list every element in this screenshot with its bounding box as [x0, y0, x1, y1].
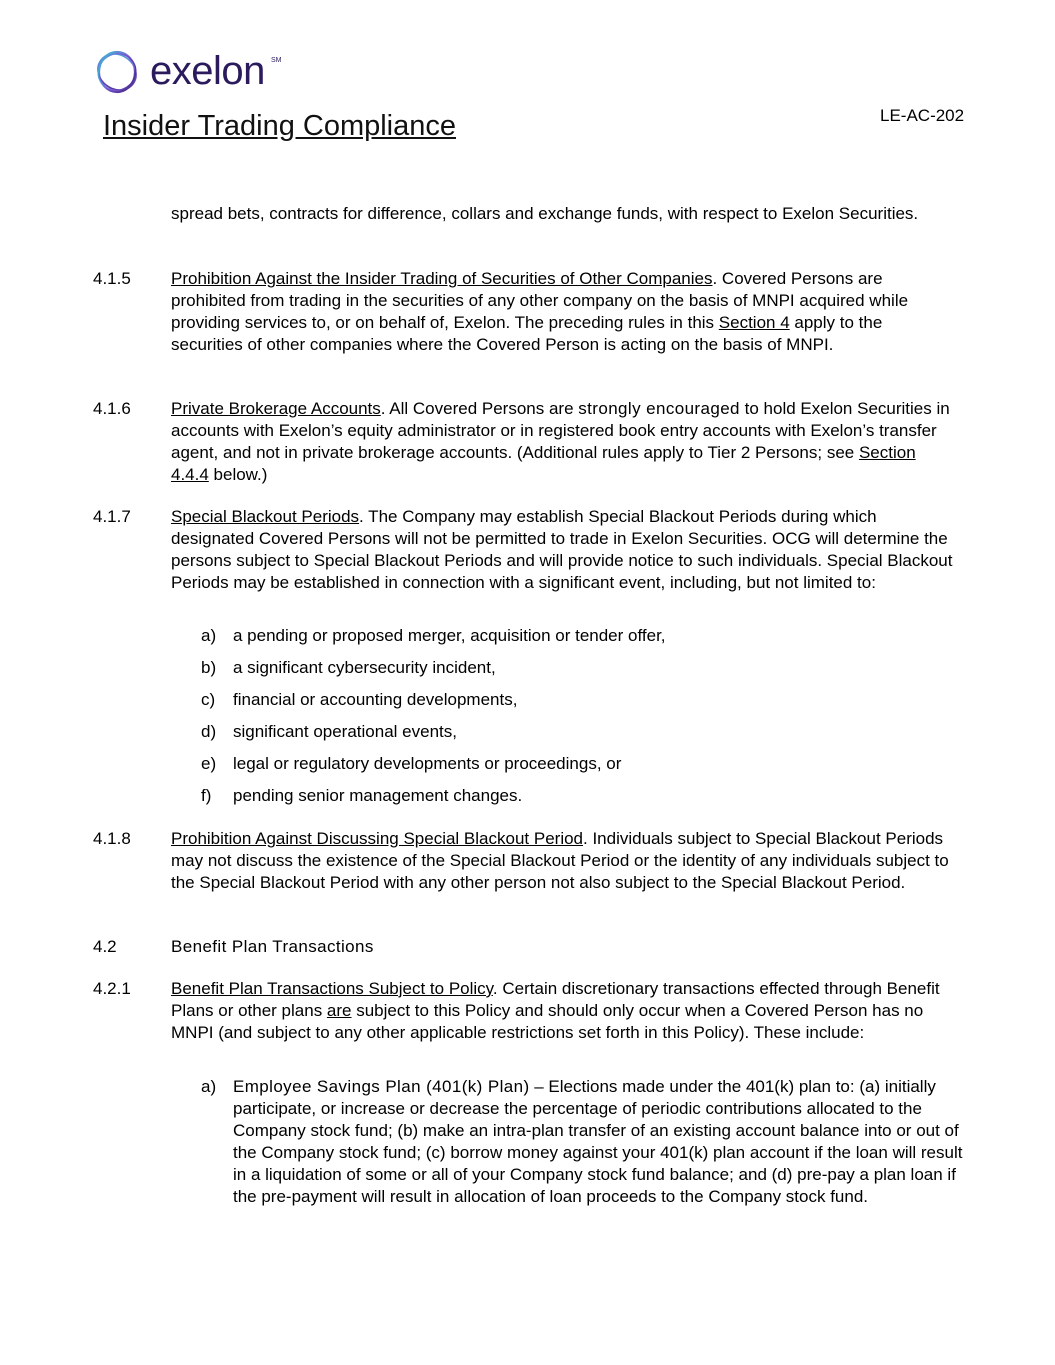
list-text: significant operational events,: [233, 722, 457, 741]
section-body: [171, 978, 961, 1044]
section-heading: Special Blackout Periods: [171, 507, 360, 526]
list-marker: b): [201, 658, 217, 677]
exelon-logo: [92, 44, 292, 100]
section-number: 4.1.5: [93, 269, 131, 288]
list-marker: a): [201, 626, 217, 645]
list-body: – Elections made under the 401(k) plan to: (a) initially participate, or increase or decrease the percentage of periodic contributions allocated to the Company stock fund; (b) make an intra-plan transfer of an existing account balance into or out of the Company stock fund; (c) borrow money against your 401(k) plan account if the loan will result in a liquidation of some or all of your Company stock fund balance; and (d) pre-pay a plan loan if the pre-payment will result in allocation of loan proceeds to the Company stock fund.: [233, 1077, 963, 1206]
list-marker: c): [201, 690, 216, 709]
list-text: a pending or proposed merger, acquisition or tender offer,: [233, 626, 666, 645]
document-code: LE-AC-202: [880, 106, 965, 125]
list-text: [233, 1076, 965, 1208]
list-text: a significant cybersecurity incident,: [233, 658, 496, 677]
list-lead: Employee Savings Plan (401(k) Plan): [233, 1077, 530, 1096]
list-marker: e): [201, 754, 217, 773]
section-text: . Individuals subject to Special Blackout Periods may not discuss the existence of the Special Blackout Period or the identity of any individuals subject to the Special Blackout Period with any other person not also subject to the Special Blackout Period.: [171, 829, 949, 892]
section-number: 4.1.8: [93, 829, 131, 848]
section-4-4-4-link[interactable]: Section 4.4.4: [171, 443, 916, 484]
section-text: . All Covered Persons are: [380, 399, 579, 418]
list-text: legal or regulatory developments or proceedings, or: [233, 754, 622, 773]
section-heading: Private Brokerage Accounts: [171, 399, 381, 418]
section-text: . Certain discretionary transactions effected through Benefit Plans or other plans: [171, 979, 940, 1020]
section-text: . The Company may establish Special Blackout Periods during which designated Covered Persons will not be permitted to trade in Exelon Securities. OCG will determine the persons subject to Special Blackout Periods and will provide notice to such individuals. Special Blackout Periods may be established in connection with a significant event, including, but not limited to:: [171, 507, 953, 592]
service-mark: SM: [271, 57, 282, 64]
section-text: to hold Exelon Securities in accounts with Exelon’s equity administrator or in registered book entry accounts with Exelon’s transfer agent, and not in private brokerage accounts. (Additional rules apply to Tier 2 Persons; see: [171, 399, 950, 462]
continuation-text: spread bets, contracts for difference, collars and exchange funds, with respect to Exelon Securities.: [171, 204, 919, 223]
section-text: . Covered Persons are prohibited from trading in the securities of any other company on the basis of MNPI acquired while providing services to, or on behalf of, Exelon. The preceding rules in this: [171, 269, 909, 332]
list-text: financial or accounting developments,: [233, 690, 518, 709]
emphasis-text: strongly encouraged: [578, 399, 740, 418]
emphasis-text: are: [326, 1001, 352, 1020]
section-text: apply to the securities of other companies where the Covered Person is acting on the basis of MNPI.: [171, 313, 883, 354]
section-body: [171, 398, 956, 486]
section-4-link[interactable]: Section 4: [718, 313, 790, 332]
section-number: 4.1.7: [93, 507, 131, 526]
exelon-ring-icon: [92, 46, 144, 98]
section-heading: Benefit Plan Transactions Subject to Policy: [171, 979, 493, 998]
document-title: Insider Trading Compliance: [103, 110, 457, 142]
list-marker: f): [201, 786, 212, 805]
section-body: [171, 828, 961, 894]
section-number: 4.1.6: [93, 399, 131, 418]
section-text: below.): [208, 465, 268, 484]
logo-wordmark: exelon: [150, 49, 265, 93]
section-body: [171, 506, 961, 594]
list-marker: d): [201, 722, 217, 741]
section-number: 4.2: [93, 937, 117, 956]
section-number: 4.2.1: [93, 979, 131, 998]
section-text: subject to this Policy and should only occur when a Covered Person has no MNPI (and subject to any other applicable restrictions set forth in this Policy). These include:: [171, 1001, 924, 1042]
section-heading: Prohibition Against the Insider Trading of Securities of Other Companies: [171, 269, 713, 288]
section-heading: Benefit Plan Transactions: [171, 937, 374, 956]
section-body: [171, 268, 946, 356]
list-text: pending senior management changes.: [233, 786, 523, 805]
section-heading: Prohibition Against Discussing Special Blackout Period: [171, 829, 584, 848]
list-marker: a): [201, 1077, 217, 1096]
